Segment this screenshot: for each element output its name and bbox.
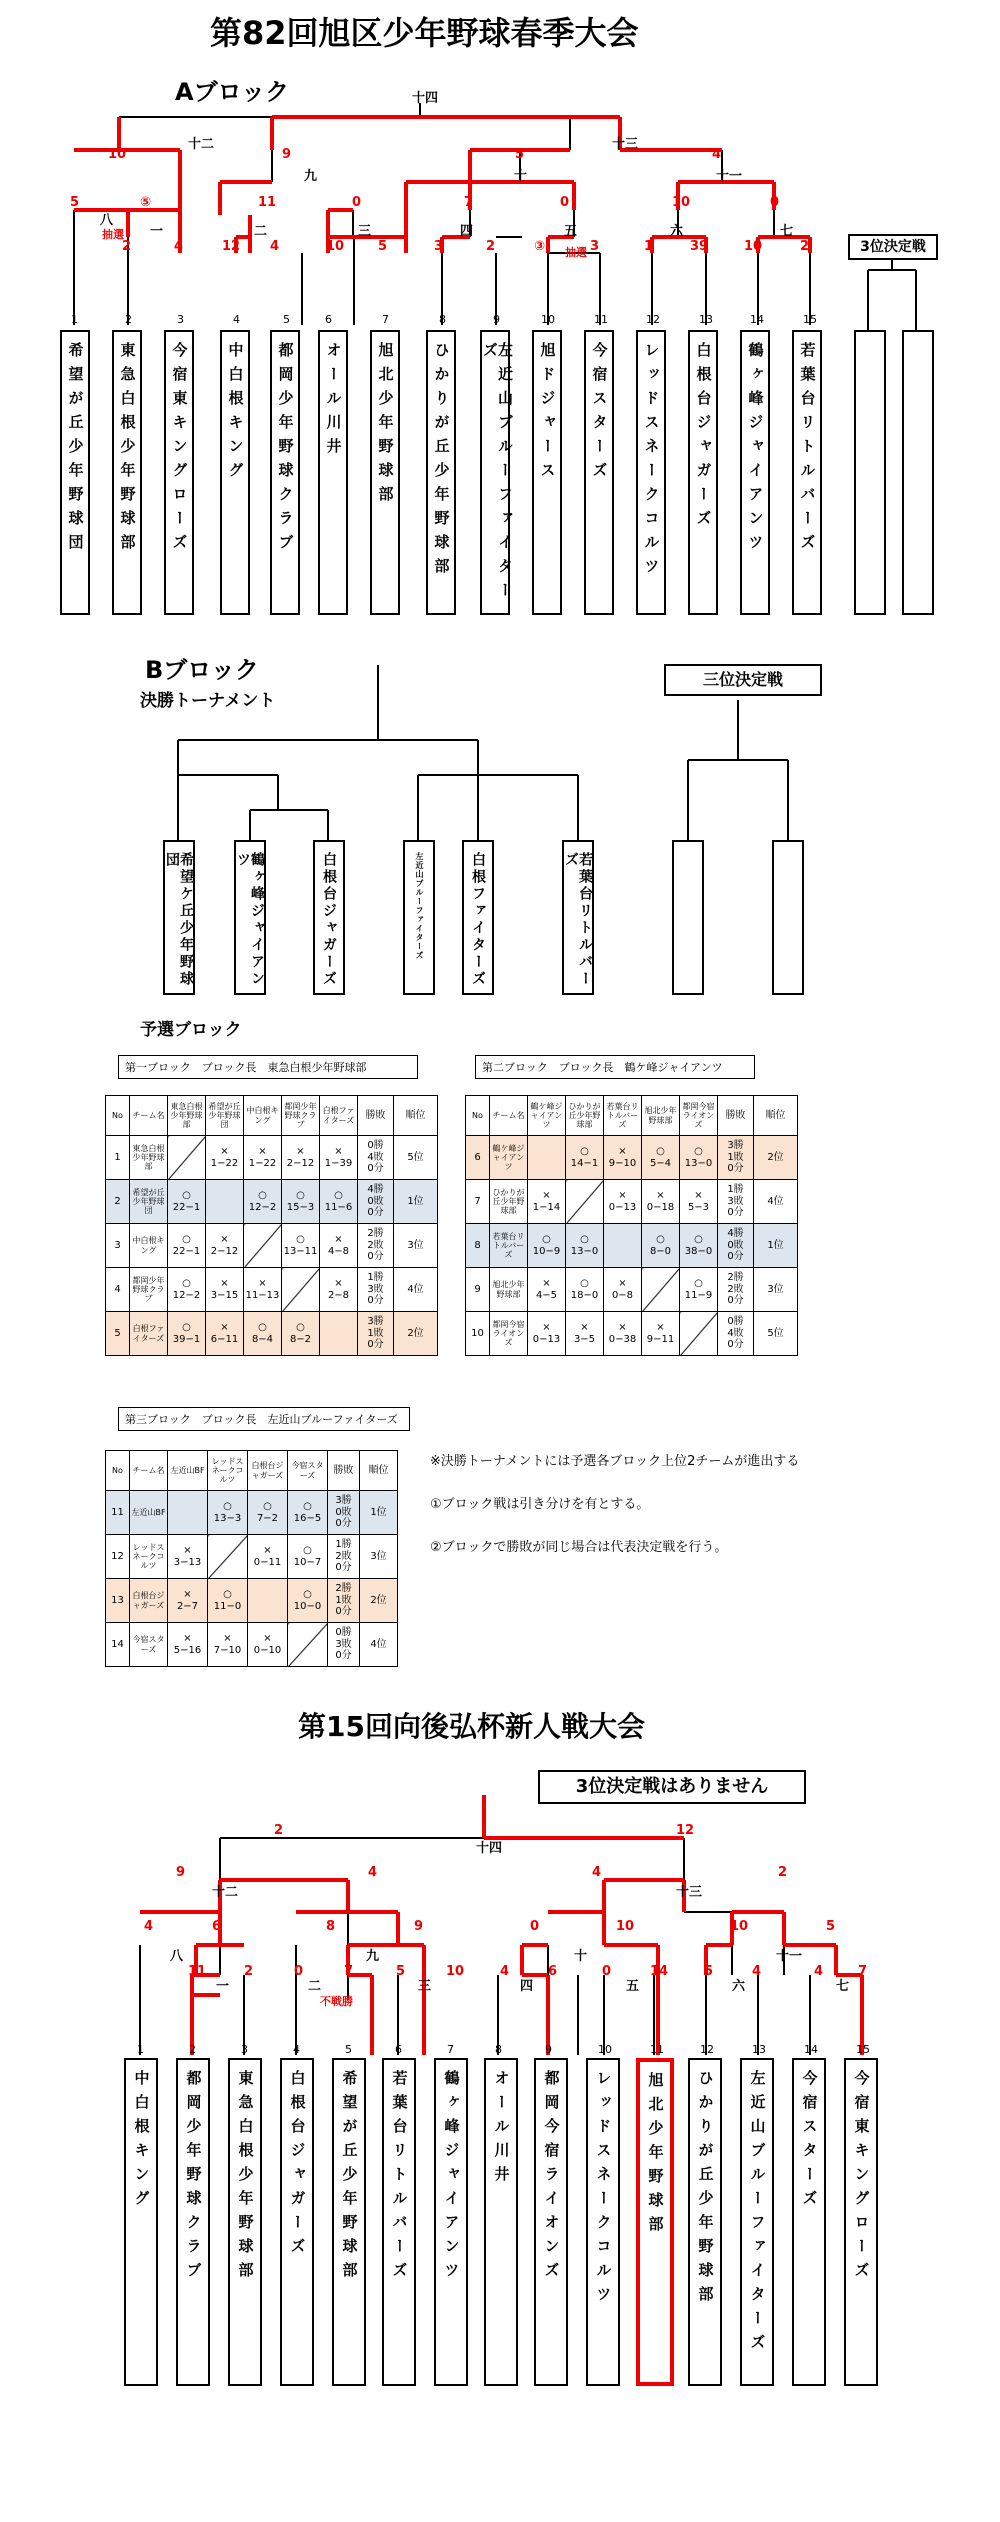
round-label: 二 [308,1979,322,1994]
score: 0 [352,195,362,210]
team-number: 12 [700,2043,714,2056]
no-third-place-notice: 3位決定戦はありません [538,1770,806,1804]
score: 7 [464,195,474,210]
team-box: 希望ケ丘少年野球団 [163,840,195,995]
score: 2 [778,1865,788,1880]
table-row: 12 レッドスネークコルツ × 3−13 × 0−11 ○ 10−7 1勝 2敗 0分 3位 [106,1535,398,1579]
table-row: 6 鶴ケ峰ジャイアンツ ○ 14−1 × 9−10 ○ 5−4 ○ 13−0 3勝 1敗 0分 2位 [466,1136,798,1180]
team-box: オール川井 [484,2058,518,2386]
round-label: 十二 [188,137,215,152]
third-place-label: 3位決定戦 [848,234,938,260]
score: 11 [188,1964,207,1979]
score: 2 [244,1964,254,1979]
round-label: 一 [216,1979,230,1994]
round-label: 九 [366,1949,380,1964]
team-number: 3 [177,313,184,326]
team-box: オール川井 [318,330,348,615]
round-label: 二 [254,224,268,239]
team-box: 中白根キング [220,330,250,615]
team-number: 3 [241,2043,248,2056]
table-row: 2 希望が丘少年野球団 ○ 22−1 ○ 12−2 ○ 15−3 ○ 11−6 4勝 0敗 0分 1位 [106,1180,438,1224]
block1-header: 第一ブロック ブロック長 東急白根少年野球部 [118,1055,418,1079]
prelim-table-1: No チーム名 東急白根少年野球部 希望が丘少年野球団 中白根キング 都岡少年野球クラブ 白根ファイターズ 勝敗 順位 1 東急白根少年野球部 × 1−22 × 1−22 × 2−12 × 1−39 0勝 4敗 0分 5位 2 希望が丘少年野球団 ○ 22−1 ○ 12−2 ○ 15−3 ○ 11−6 4勝 0敗 0分 1位 3 中白根キング ○ 22−1 × 2−12 ○ 13−11 × 4−8 2勝 2敗 0分 3位 4 都岡少年野球クラブ ○ 12−2 × 3−15 × 11−13 × 2−8 1勝 3敗 0分 4位 5 白根ファイターズ ○ 39−1 × 6−11 ○ 8−4 ○ 8−2 3勝 1敗 0分 2位 [105,1095,438,1356]
round-label: 八 [100,213,114,228]
team-box: 若葉台リトルバーズ [562,840,594,995]
round-label: 五 [564,224,578,239]
team-box: 白根台ジャガーズ [280,2058,314,2386]
team-number: 1 [137,2043,144,2056]
score: 4 [174,239,184,254]
team-box: 希望が丘少年野球団 [60,330,90,615]
tournament-title: 第82回旭区少年野球春季大会 [210,14,639,52]
score: 14 [650,1964,669,1979]
prelim-label: 予選ブロック [140,1020,242,1040]
team-box: レッドスネークコルツ [586,2058,620,2386]
team-box: 白根ファイターズ [462,840,494,995]
team-box: 若葉台リトルバーズ [792,330,822,615]
score: ⑤ [140,195,152,210]
lottery-note: 抽選 [565,246,587,259]
team-number: 6 [325,313,332,326]
round-label: 四 [520,1979,534,1994]
team-box: 鶴ヶ峰ジャイアンツ [234,840,266,995]
team-box: 中白根キング [124,2058,158,2386]
lottery-note: 抽選 [102,228,124,241]
team-box: 白根台ジャガーズ [313,840,345,995]
block2-header: 第二ブロック ブロック長 鶴ケ峰ジャイアンツ [475,1055,755,1079]
score: 4 [500,1964,510,1979]
team-number: 1 [71,313,78,326]
score: 4 [814,1964,824,1979]
table-row: 3 中白根キング ○ 22−1 × 2−12 ○ 13−11 × 4−8 2勝 2敗 0分 3位 [106,1224,438,1268]
round-label: 十 [574,1949,588,1964]
score: 4 [368,1865,378,1880]
team-box: 白根台ジャガーズ [688,330,718,615]
score: 5 [515,147,525,162]
round-label: 九 [304,169,318,184]
rule-note: ①ブロック戦は引き分けを有とする。 [430,1497,650,1512]
table-row: 9 旭北少年野球部 × 4−5 ○ 18−0 × 0−8 ○ 11−9 2勝 2敗 0分 3位 [466,1268,798,1312]
team-number: 13 [699,313,713,326]
team-box: 今宿スターズ [584,330,614,615]
prelim-table-2: No チーム名 鶴ケ峰ジャイアンツ ひかりが丘少年野球部 若葉台リトルバーズ 旭北少年野球部 都岡今宿ライオンズ 勝敗 順位 6 鶴ケ峰ジャイアンツ ○ 14−1 × 9−10 ○ 5−4 ○ 13−0 3勝 1敗 0分 2位 7 ひかりが丘少年野球部 × 1−14 × 0−13 × 0−18 × 5−3 1勝 3敗 0分 4位 8 若葉台リトルバーズ ○ 10−9 ○ 13−0 ○ 8−0 ○ 38−0 4勝 0敗 0分 1位 9 旭北少年野球部 × 4−5 ○ 18−0 × 0−8 ○ 11−9 2勝 2敗 0分 3位 10 都岡今宿ライオンズ × 0−13 × 3−5 × 0−38 × 9−11 0勝 4敗 0分 5位 [465,1095,798,1356]
score: 12 [222,239,241,254]
score: 0 [770,195,780,210]
score: 9 [282,147,292,162]
score: 4 [270,239,280,254]
score: 6 [212,1919,222,1934]
team-box: 若葉台リトルバーズ [382,2058,416,2386]
team-box: 希望が丘少年野球部 [332,2058,366,2386]
score: 0 [294,1964,304,1979]
round-label: 七 [836,1979,850,1994]
score: 6 [548,1964,558,1979]
score: 5 [378,239,388,254]
team-number: 14 [804,2043,818,2056]
team-number: 8 [495,2043,502,2056]
round-label: 十三 [612,137,639,152]
team-number: 7 [447,2043,454,2056]
score: 9 [176,1865,186,1880]
round-label: 十 [514,169,528,184]
team-box: 都岡今宿ライオンズ [534,2058,568,2386]
score: 10 [446,1964,465,1979]
table-row: 13 白根台ジャガーズ × 2−7 ○ 11−0 ○ 10−0 2勝 1敗 0分 2位 [106,1579,398,1623]
team-box: 左近山ブルーファイターズ [480,330,510,615]
team-box: 東急白根少年野球部 [228,2058,262,2386]
team-box: 左近山ブルーファイターズ [740,2058,774,2386]
score: 10 [730,1919,749,1934]
team-box: 都岡少年野球クラブ [270,330,300,615]
team-box: 鶴ヶ峰ジャイアンツ [740,330,770,615]
block-b-sublabel: 決勝トーナメント [140,691,276,711]
round-label: 十四 [476,1841,503,1856]
team-box: 東急白根少年野球部 [112,330,142,615]
table-row: 14 今宿スターズ × 5−16 × 7−10 × 0−10 0勝 3敗 0分 4位 [106,1623,398,1667]
round-label: 三 [418,1979,432,1994]
round-label: 十四 [412,91,439,106]
score: 10 [616,1919,635,1934]
team-number: 2 [189,2043,196,2056]
team-number: 11 [594,313,608,326]
score: 11 [258,195,277,210]
team-box: 今宿東キングローズ [164,330,194,615]
score: 9 [414,1919,424,1934]
round-label: 六 [670,224,684,239]
score: 12 [676,1823,695,1838]
score: 10 [326,239,345,254]
team-box: 今宿東キングローズ [844,2058,878,2386]
score: 4 [144,1919,154,1934]
third-place-box: 三位決定戦 [664,664,822,696]
score: 0 [530,1919,540,1934]
team-number: 15 [803,313,817,326]
team-number: 6 [395,2043,402,2056]
score: 4 [752,1964,762,1979]
score: 2 [274,1823,284,1838]
block-a-label: Aブロック [175,78,290,106]
score: 3 [434,239,444,254]
score: 0 [602,1964,612,1979]
team-number: 13 [752,2043,766,2056]
round-label: 三 [358,224,372,239]
score: 7 [344,1964,354,1979]
round-label: 四 [460,224,474,239]
team-number: 11 [650,2043,664,2056]
round-label: 八 [170,1949,184,1964]
team-box: 左近山ブルーファイターズ [403,840,435,995]
team-number: 2 [125,313,132,326]
round-label: 十一 [776,1949,803,1964]
round-label: 十二 [212,1885,239,1900]
score: 2 [800,239,810,254]
block-b-label: Bブロック [145,656,259,684]
score: 1 [644,239,654,254]
score: 4 [592,1865,602,1880]
cup-title: 第15回向後弘杯新人戦大会 [298,1710,645,1743]
team-box: ひかりが丘少年野球部 [426,330,456,615]
team-number: 15 [856,2043,870,2056]
score: 39 [690,239,709,254]
team-box: 旭ドジャース [532,330,562,615]
prelim-table-3: No チーム名 左近山BF レッドスネークコルツ 白根台ジャガーズ 今宿スターズ 勝敗 順位 11 左近山BF ○ 13−3 ○ 7−2 ○ 16−5 3勝 0敗 0分 1位 12 レッドスネークコルツ × 3−13 × 0−11 ○ 10−7 1勝 2敗 0分 3位 13 白根台ジャガーズ × 2−7 ○ 11−0 ○ 10−0 2勝 1敗 0分 2位 14 今宿スターズ × 5−16 × 7−10 × 0−10 0勝 3敗 0分 4位 [105,1450,398,1667]
team-box: レッドスネークコルツ [636,330,666,615]
score: 10 [744,239,763,254]
team-number: 12 [646,313,660,326]
team-box: 都岡少年野球クラブ [176,2058,210,2386]
team-number: 5 [345,2043,352,2056]
team-number: 7 [382,313,389,326]
team-number: 9 [545,2043,552,2056]
round-label: 七 [780,224,794,239]
score: 5 [70,195,80,210]
team-number: 10 [598,2043,612,2056]
table-row: 7 ひかりが丘少年野球部 × 1−14 × 0−13 × 0−18 × 5−3 1勝 3敗 0分 4位 [466,1180,798,1224]
champion-team-box: 旭北少年野球部 [636,2058,674,2386]
score: 3 [590,239,600,254]
round-label: 五 [626,1979,640,1994]
score: 8 [326,1919,336,1934]
score: 2 [122,239,132,254]
round-label: 六 [732,1979,746,1994]
team-number: 4 [233,313,240,326]
team-number: 10 [541,313,555,326]
team-box: 鶴ヶ峰ジャイアンツ [434,2058,468,2386]
walkover-note: 不戦勝 [320,1995,353,2008]
score: 5 [704,1964,714,1979]
table-row: 10 都岡今宿ライオンズ × 0−13 × 3−5 × 0−38 × 9−11 0勝 4敗 0分 5位 [466,1312,798,1356]
round-label: 十三 [676,1885,703,1900]
score: 5 [826,1919,836,1934]
team-number: 4 [293,2043,300,2056]
score: ③ [534,239,546,254]
rule-note: ②ブロックで勝敗が同じ場合は代表決定戦を行う。 [430,1540,728,1555]
score: 0 [560,195,570,210]
team-box: ひかりが丘少年野球部 [688,2058,722,2386]
score: 5 [396,1964,406,1979]
team-number: 9 [493,313,500,326]
table-row: 4 都岡少年野球クラブ ○ 12−2 × 3−15 × 11−13 × 2−8 1勝 3敗 0分 4位 [106,1268,438,1312]
team-box: 旭北少年野球部 [370,330,400,615]
rule-note: ※決勝トーナメントには予選各ブロック上位2チームが進出する [430,1454,800,1469]
table-row: 5 白根ファイターズ ○ 39−1 × 6−11 ○ 8−4 ○ 8−2 3勝 1敗 0分 2位 [106,1312,438,1356]
block3-header: 第三ブロック ブロック長 左近山ブルーファイターズ [118,1407,410,1431]
table-row: 11 左近山BF ○ 13−3 ○ 7−2 ○ 16−5 3勝 0敗 0分 1位 [106,1491,398,1535]
team-number: 8 [439,313,446,326]
team-number: 5 [283,313,290,326]
team-box: 今宿スターズ [792,2058,826,2386]
round-label: 十一 [716,169,743,184]
score: 2 [486,239,496,254]
team-number: 14 [750,313,764,326]
score: 10 [672,195,691,210]
table-row: 8 若葉台リトルバーズ ○ 10−9 ○ 13−0 ○ 8−0 ○ 38−0 4勝 0敗 0分 1位 [466,1224,798,1268]
round-label: 一 [150,224,164,239]
score: 7 [858,1964,868,1979]
table-row: 1 東急白根少年野球部 × 1−22 × 1−22 × 2−12 × 1−39 0勝 4敗 0分 5位 [106,1136,438,1180]
score: 4 [712,147,722,162]
score: 10 [108,147,127,162]
